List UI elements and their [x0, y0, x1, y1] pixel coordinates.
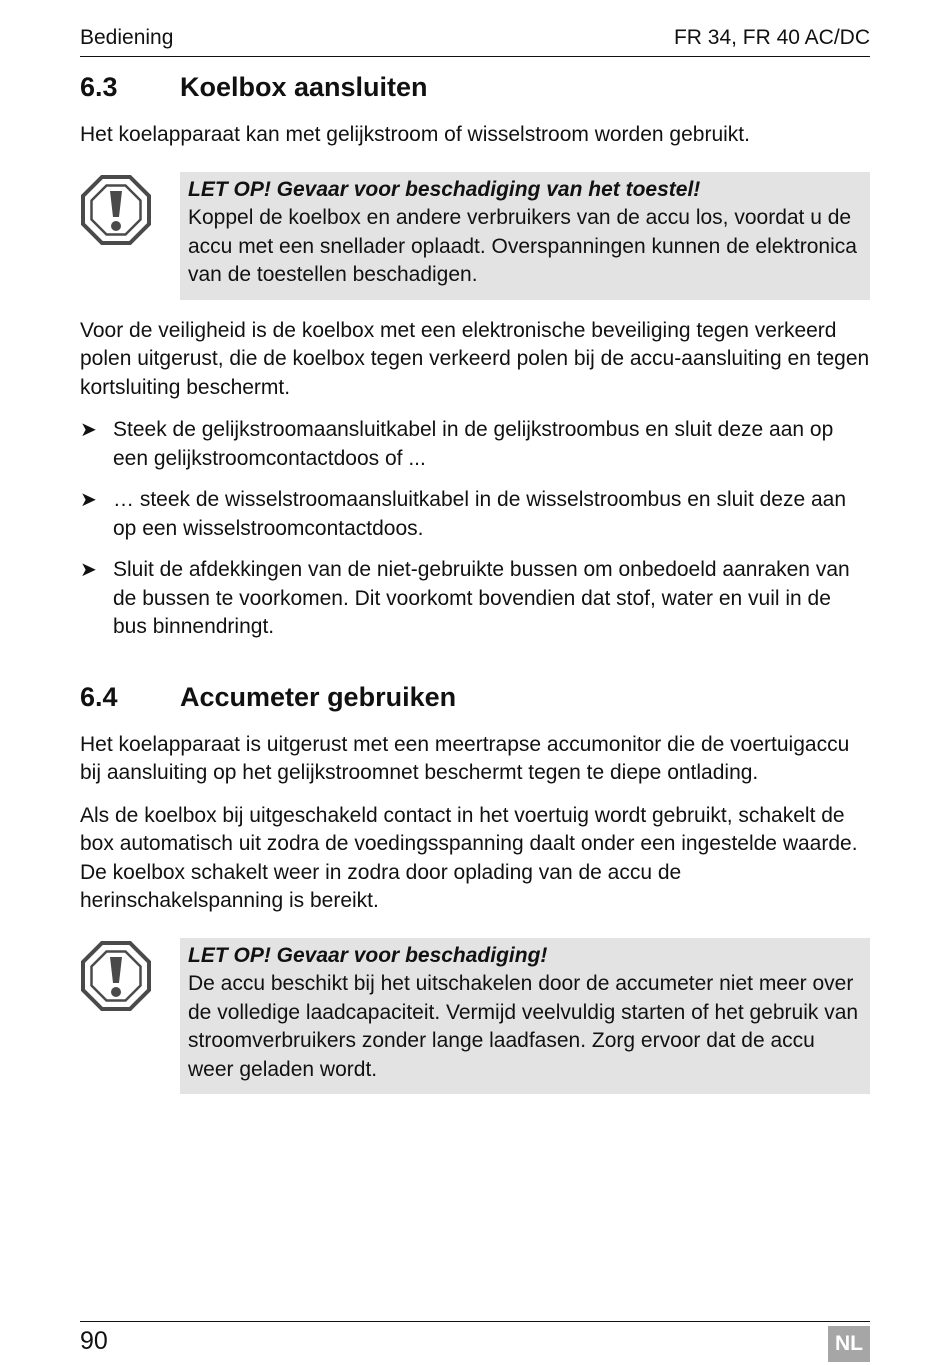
safety-paragraph: Voor de veiligheid is de koelbox met een elektronische beveiliging tegen verkeerd polen uitgerust, die de koelbox tegen verkeerd polen bij de accu-aansluiting en tegen kortsluiting beschermt. [80, 318, 870, 399]
list-item-text: … steek de wisselstroomaansluitkabel in de wisselstroombus en sluit deze aan op een wisselstroomcontactdoos. [113, 488, 847, 540]
footer-divider [80, 1321, 870, 1322]
section-title: Accumeter gebruiken [180, 681, 457, 712]
page-content [80, 72, 870, 1094]
list-item-text: Steek de gelijkstroomaansluitkabel in de gelijkstroombus en sluit deze aan op een gelijkstroomcontactdoos of ... [113, 418, 834, 470]
notice-content [180, 938, 870, 1095]
notice-body: Koppel de koelbox en andere verbruikers van de accu los, voordat u de accu met een snellader oplaadt. Overspanningen kunnen de elektronica van de toestellen beschadigen. [188, 206, 857, 286]
list-item-text: Sluit de afdekkingen van de niet-gebruikte bussen om onbedoeld aanraken van de bussen te voorkomen. Dit voorkomt bovendien dat stof, water en vuil in de bus binnendringt. [113, 558, 850, 638]
section-number: 6.3 [80, 72, 118, 102]
arrow-bullet-icon: ➤ [80, 419, 97, 441]
section-number: 6.4 [80, 681, 118, 712]
header-section: Bediening [80, 26, 174, 49]
arrow-bullet-icon: ➤ [80, 559, 97, 581]
header-model: FR 34, FR 40 AC/DC [673, 26, 870, 49]
accumeter-paragraph: Het koelapparaat is uitgerust met een meertrapse accumonitor die de voertuigaccu bij aansluiting op het gelijkstroomnet beschermt tegen te diepe ontlading. [80, 732, 850, 784]
notice-box [80, 938, 870, 1095]
accumeter-paragraph-2: Als de koelbox bij uitgeschakeld contact in het voertuig wordt gebruikt, schakelt de box automatisch uit zodra de voedingsspanning daalt onder een ingestelde waarde. De koelbox schakelt weer in zodra door oplading van de accu de herinschakelspanning is bereikt. [80, 803, 858, 912]
arrow-bullet-icon: ➤ [80, 489, 97, 511]
warning-octagon-icon [80, 172, 180, 300]
page-header [80, 26, 870, 57]
language-badge: NL [828, 1326, 870, 1362]
section-heading-6-4 [80, 682, 870, 713]
notice-body: De accu beschikt bij het uitschakelen door de accumeter niet meer over de volledige laadcapaciteit. Vermijd veelvuldig starten of het gebruik van stroomverbruikers zonder lange laadfasen. Zorg ervoor dat de accu weer geladen wordt. [188, 972, 859, 1081]
notice-box [80, 172, 870, 300]
warning-octagon-icon [80, 938, 180, 1095]
notice-title: LET OP! Gevaar voor beschadiging van het toestel! [188, 177, 701, 201]
section-heading-6-3 [80, 72, 870, 103]
intro-paragraph: Het koelapparaat kan met gelijkstroom of wisselstroom worden gebruikt. [80, 123, 750, 146]
section-title: Koelbox aansluiten [180, 72, 428, 102]
page-number: 90 [80, 1327, 108, 1355]
notice-content [180, 172, 870, 300]
notice-title: LET OP! Gevaar voor beschadiging! [188, 943, 548, 967]
list-item [80, 486, 870, 543]
list-item [80, 416, 870, 473]
list-item [80, 556, 870, 642]
